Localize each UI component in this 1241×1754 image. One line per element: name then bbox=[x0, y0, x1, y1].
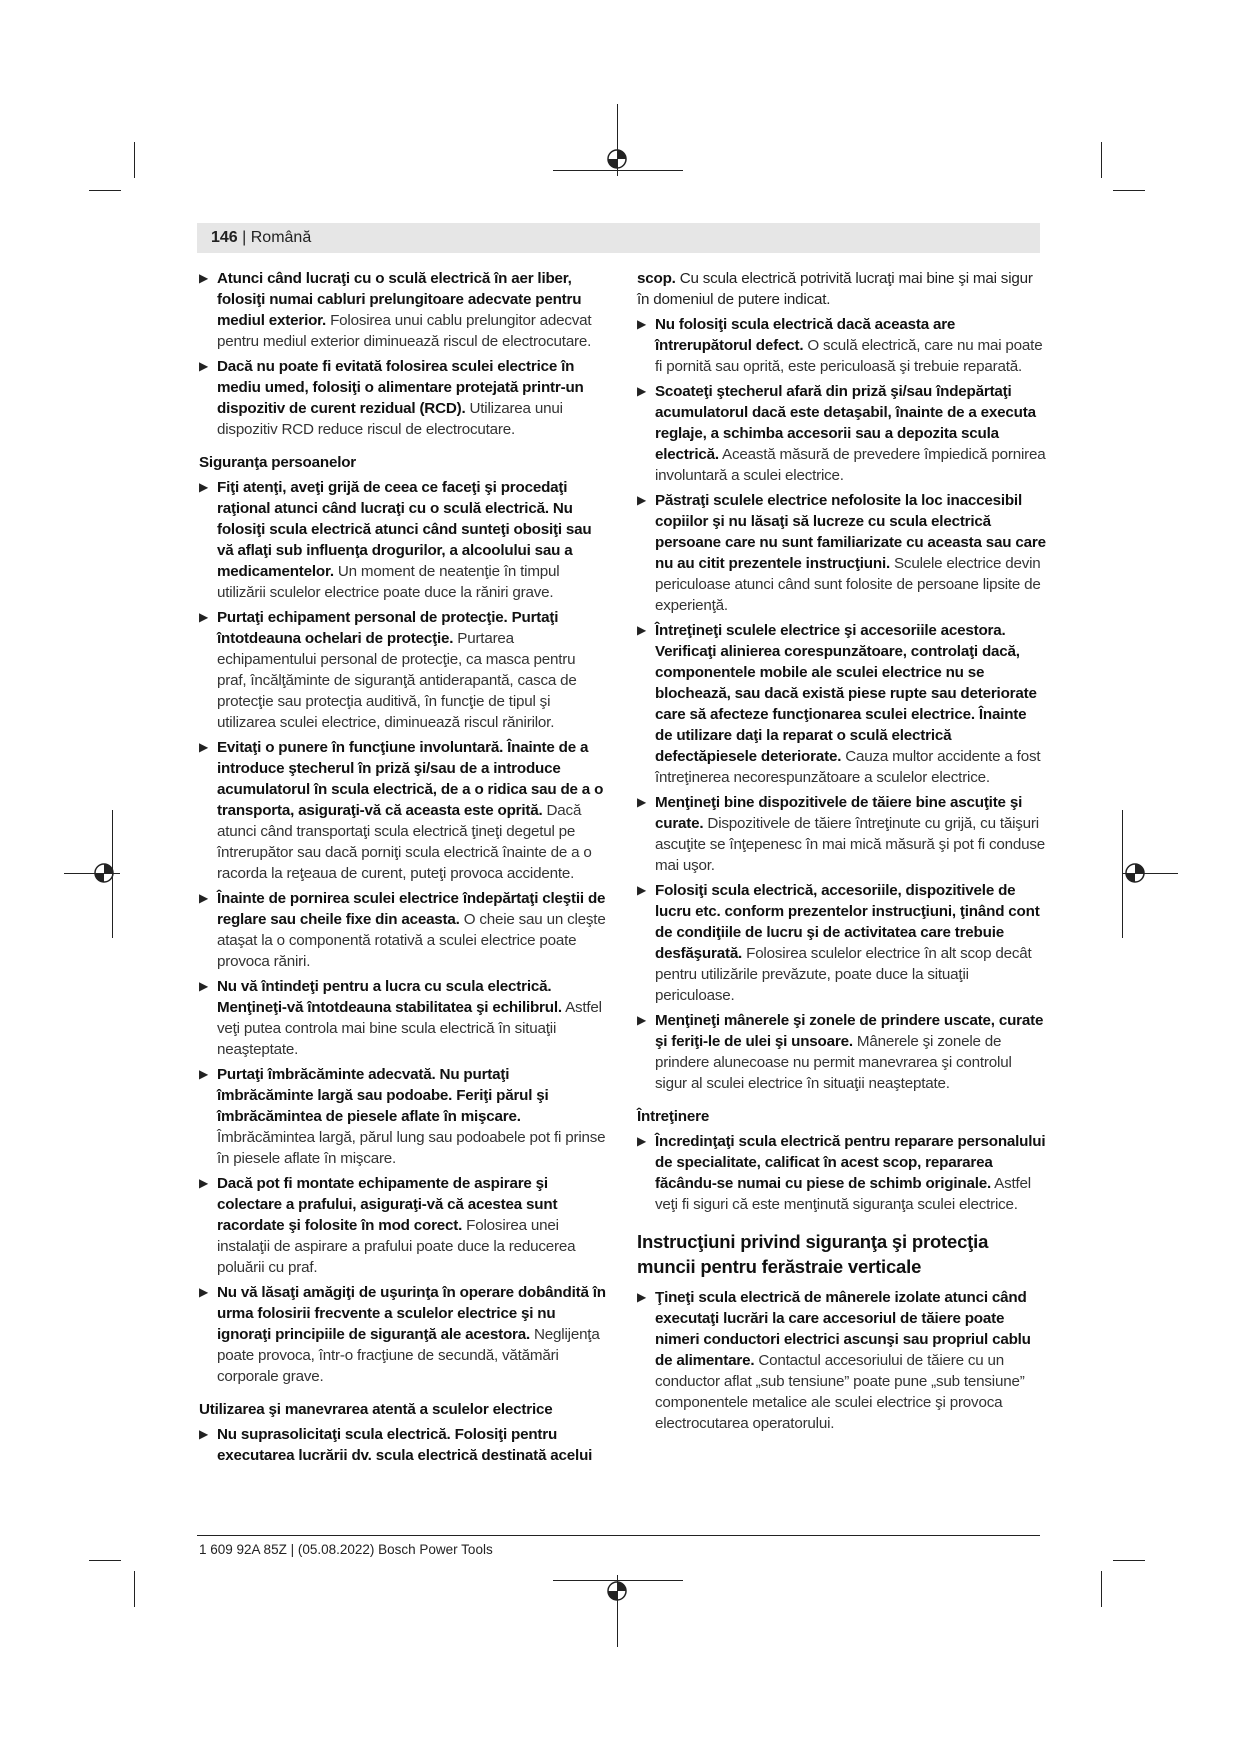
bullet-bold-text: Ţineţi scula electrică de mânerele izolate atunci când executaţi lucrări la care accesoriul de tăiere poate nimeri conductori electrici ascunşi sau propriul cablu de alimentare. bbox=[655, 1289, 1031, 1369]
bullet-bold-text: Înainte de pornirea sculei electrice îndepărtaţi cleştii de reglare sau cheile fixe din aceasta. bbox=[217, 890, 606, 928]
registration-target-icon bbox=[605, 147, 629, 171]
left-column bbox=[199, 268, 607, 1470]
bullet-bold-text: Întreţineţi sculele electrice şi accesoriile acestora. Verificaţi alinierea corespunzătoare, controlaţi dacă, componentele mobile ale sculei electrice nu se blochează, sau dacă există piese rupte sau deteriorate care să afecteze funcţionarea sculei electrice. Înainte de utilizare daţi la reparat o sculă electrică defectăpiesele deteriorate. bbox=[655, 622, 1037, 765]
bullet-body-text: O cheie sau un cleşte ataşat la o componentă rotativă a sculei electrice poate provoca răniri. bbox=[217, 911, 606, 970]
bullet-arrow-icon: ▶ bbox=[199, 1285, 209, 1299]
left-items-use bbox=[199, 1424, 607, 1466]
bullet-bold-text: Atunci când lucraţi cu o sculă electrică în aer liber, folosiţi numai cabluri prelungitoare adecvate pentru mediul exterior. bbox=[217, 270, 582, 329]
bullet-bold-text: Dacă nu poate fi evitată folosirea sculei electrice în mediu umed, folosiţi o alimentare protejată printr-un dispozitiv de curent rezidual (RCD). bbox=[217, 358, 584, 417]
bullet-body-text: Sculele electrice devin periculoase atunci când sunt folosite de persoane lipsite de experienţă. bbox=[655, 555, 1041, 614]
page-number: 146 bbox=[211, 229, 238, 246]
footer-rule bbox=[197, 1535, 1040, 1536]
left-items-personal bbox=[199, 477, 607, 1387]
right-items-maintenance bbox=[637, 1131, 1047, 1215]
bullet-item bbox=[199, 1173, 607, 1278]
bullet-arrow-icon: ▶ bbox=[637, 493, 647, 507]
bullet-bold-text: Scoateţi ştecherul afară din priză şi/sau îndepărtaţi acumulatorul dacă este detaşabil, înainte de a executa reglaje, a schimba accesorii sau a depozita scula electrică. bbox=[655, 383, 1036, 463]
bullet-item bbox=[199, 1064, 607, 1169]
bullet-body-text: O sculă electrică, care nu mai poate fi pornită sau oprită, este periculoasă şi trebuie reparată. bbox=[655, 337, 1043, 375]
left-items-before bbox=[199, 268, 607, 440]
bullet-bold-text: Nu suprasolicitaţi scula electrică. Folosiţi pentru executarea lucrării dv. scula electrică destinată acelui bbox=[217, 1426, 593, 1464]
crop-mark bbox=[134, 1571, 135, 1607]
continued-text: Cu scula electrică potrivită lucraţi mai bine şi mai sigur în domeniul de putere indicat. bbox=[637, 270, 1033, 308]
bullet-item bbox=[637, 1287, 1047, 1434]
continued-paragraph bbox=[637, 268, 1047, 310]
bullet-body-text: Neglijenţa poate provoca, într-o fracţiune de secundă, vătămări corporale grave. bbox=[217, 1326, 600, 1385]
bullet-item bbox=[637, 490, 1047, 616]
bullet-bold-text: Menţineţi bine dispozitivele de tăiere bine ascuţite şi curate. bbox=[655, 794, 1023, 832]
bullet-bold-text: Fiţi atenţi, aveţi grijă de ceea ce faceţi şi procedaţi raţional atunci când lucraţi cu o sculă electrică. Nu folosiţi scula electrică atunci când sunteţi obosiţi sau vă aflaţi sub influenţa drogurilor, a alcoolului sau a medicamentelor. bbox=[217, 479, 592, 580]
registration-target-icon bbox=[92, 861, 116, 885]
heading-maintenance: Întreţinere bbox=[637, 1108, 710, 1125]
right-items bbox=[637, 314, 1047, 1094]
bullet-arrow-icon: ▶ bbox=[199, 1067, 209, 1081]
bullet-item bbox=[199, 888, 607, 972]
continued-bold: scop. bbox=[637, 270, 676, 287]
bullet-item bbox=[199, 477, 607, 603]
bullet-item bbox=[199, 1424, 607, 1466]
crop-mark bbox=[1113, 190, 1145, 191]
section-title-jigsaw: Instrucţiuni privind siguranţa şi protecţia muncii pentru ferăstraie verticale bbox=[637, 1231, 989, 1277]
bullet-bold-text: Folosiţi scula electrică, accesoriile, dispozitivele de lucru etc. conform prezentelor instrucţiuni, ţinând cont de condiţiile de lucru şi de activitatea care trebuie desfăşurată. bbox=[655, 882, 1040, 962]
bullet-arrow-icon: ▶ bbox=[637, 883, 647, 897]
heading-personal-safety: Siguranţa persoanelor bbox=[199, 454, 356, 471]
bullet-body-text: Mânerele şi zonele de prindere alunecoase nu permit manevrarea şi controlul sigur al sculei electrice în situaţii neaşteptate. bbox=[655, 1033, 1012, 1092]
bullet-arrow-icon: ▶ bbox=[637, 1134, 647, 1148]
bullet-item bbox=[637, 620, 1047, 788]
bullet-item bbox=[199, 268, 607, 352]
bullet-arrow-icon: ▶ bbox=[199, 891, 209, 905]
bullet-arrow-icon: ▶ bbox=[199, 1176, 209, 1190]
bullet-body-text: Folosirea unui cablu prelungitor adecvat pentru mediul exterior diminuează riscul de electrocutare. bbox=[217, 312, 592, 350]
bullet-arrow-icon: ▶ bbox=[637, 317, 647, 331]
bullet-body-text: Cauza multor accidente a fost întreţinerea necorespunzătoare a sculelor electrice. bbox=[655, 748, 1041, 786]
bullet-item bbox=[637, 1131, 1047, 1215]
bullet-bold-text: Păstraţi sculele electrice nefolosite la loc inaccesibil copiilor şi nu lăsaţi să lucreze cu scula electrică persoane care nu sunt familiarizate cu aceasta sau care nu au citit prezentele instrucţiuni. bbox=[655, 492, 1046, 572]
bullet-body-text: Dacă atunci când transportaţi scula electrică ţineţi degetul pe întrerupător sau dacă porniţi scula electrică înainte de a o racorda la reţeaua de curent, puteţi provoca accidente. bbox=[217, 802, 592, 882]
bullet-arrow-icon: ▶ bbox=[199, 979, 209, 993]
bullet-body-text: Astfel veţi putea controla mai bine scula electrică în situaţii neaşteptate. bbox=[217, 999, 602, 1058]
bullet-body-text: Utilizarea unui dispozitiv RCD reduce riscul de electrocutare. bbox=[217, 400, 563, 438]
header-bar bbox=[197, 223, 1040, 253]
right-column bbox=[637, 268, 1047, 1438]
bullet-item bbox=[637, 792, 1047, 876]
bullet-arrow-icon: ▶ bbox=[637, 1013, 647, 1027]
heading-tool-use: Utilizarea şi manevrarea atentă a sculelor electrice bbox=[199, 1401, 553, 1418]
bullet-bold-text: Nu vă întindeţi pentru a lucra cu scula electrică. Menţineţi-vă întotdeauna stabilitatea şi echilibrul. bbox=[217, 978, 562, 1016]
crop-mark bbox=[134, 142, 135, 178]
bullet-body-text: Folosirea unei instalaţii de aspirare a prafului poate duce la reducerea poluării cu praf. bbox=[217, 1217, 576, 1276]
bullet-body-text: Purtarea echipamentului personal de protecţie, ca masca pentru praf, încălţăminte de siguranţă antiderapantă, casca de protecţie sau protecţia auditivă, în funcţie de tipul şi utilizarea sculei electrice, diminuează riscul rănirilor. bbox=[217, 630, 577, 731]
bullet-item bbox=[637, 880, 1047, 1006]
bullet-item bbox=[199, 737, 607, 884]
bullet-bold-text: Încredinţaţi scula electrică pentru reparare personalului de specialitate, calificat în acest scop, repararea făcându-se numai cu piese de schimb originale. bbox=[655, 1133, 1046, 1192]
bullet-item bbox=[637, 1010, 1047, 1094]
right-items-jigsaw bbox=[637, 1287, 1047, 1434]
bullet-bold-text: Evitaţi o punere în funcţiune involuntară. Înainte de a introduce ştecherul în priză şi/sau de a introduce acumulatorul în scula electrică, de a o ridica sau de a o transporta, asiguraţi-vă că aceasta este oprită. bbox=[217, 739, 604, 819]
bullet-body-text: Îmbrăcămintea largă, părul lung sau podoabele pot fi prinse în piesele aflate în mişcare. bbox=[217, 1129, 606, 1167]
header-language: Română bbox=[250, 229, 312, 246]
footer-text: 1 609 92A 85Z | (05.08.2022) Bosch Power Tools bbox=[199, 1542, 493, 1557]
crop-mark bbox=[1101, 142, 1102, 178]
page-header bbox=[211, 228, 311, 248]
bullet-body-text: Folosirea sculelor electrice în alt scop decât pentru utilizările prevăzute, poate duce la situaţii periculoase. bbox=[655, 945, 1032, 1004]
bullet-item bbox=[637, 314, 1047, 377]
bullet-bold-text: Purtaţi echipament personal de protecţie. Purtaţi întotdeauna ochelari de protecţie. bbox=[217, 609, 559, 647]
bullet-arrow-icon: ▶ bbox=[199, 610, 209, 624]
registration-target-icon bbox=[605, 1579, 629, 1603]
bullet-bold-text: Dacă pot fi montate echipamente de aspirare şi colectare a prafului, asiguraţi-vă că acestea sunt racordate şi folosite în mod corect. bbox=[217, 1175, 558, 1234]
bullet-item bbox=[637, 381, 1047, 486]
crop-mark bbox=[89, 190, 121, 191]
bullet-body-text: Astfel veţi fi siguri că este menţinută siguranţa sculei electrice. bbox=[655, 1175, 1031, 1213]
bullet-arrow-icon: ▶ bbox=[199, 1427, 209, 1441]
header-separator: | bbox=[237, 229, 251, 246]
bullet-item bbox=[199, 607, 607, 733]
bullet-bold-text: Nu vă lăsaţi amăgiţi de uşurinţa în operare dobândită în urma folosirii frecvente a sculelor electrice şi nu ignoraţi principiile de siguranţă ale acestora. bbox=[217, 1284, 606, 1343]
bullet-arrow-icon: ▶ bbox=[637, 795, 647, 809]
bullet-arrow-icon: ▶ bbox=[637, 623, 647, 637]
bullet-body-text: Dispozitivele de tăiere întreţinute cu grijă, cu tăişuri ascuţite se înţepenesc în mai mică măsură şi pot fi conduse mai uşor. bbox=[655, 815, 1046, 874]
crop-mark bbox=[1113, 1560, 1145, 1561]
bullet-body-text: Contactul accesoriului de tăiere cu un conductor aflat „sub tensiune” poate pune „sub tensiune” componentele metalice ale sculei electrice şi provoca electrocutarea operatorului. bbox=[655, 1352, 1025, 1432]
bullet-body-text: Un moment de neatenţie în timpul utilizării sculelor electrice poate duce la răniri grave. bbox=[217, 563, 560, 601]
crop-mark bbox=[89, 1560, 121, 1561]
bullet-item bbox=[199, 1282, 607, 1387]
bullet-item bbox=[199, 356, 607, 440]
bullet-bold-text: Menţineţi mânerele şi zonele de prindere uscate, curate şi feriţi-le de ulei şi unsoare. bbox=[655, 1012, 1044, 1050]
bullet-arrow-icon: ▶ bbox=[199, 271, 209, 285]
crop-mark bbox=[1101, 1571, 1102, 1607]
bullet-bold-text: Nu folosiţi scula electrică dacă aceasta are întrerupătorul defect. bbox=[655, 316, 956, 354]
bullet-arrow-icon: ▶ bbox=[637, 1290, 647, 1304]
bullet-bold-text: Purtaţi îmbrăcăminte adecvată. Nu purtaţi îmbrăcăminte largă sau podoabe. Feriţi părul şi îmbrăcămintea de piesele aflate în mişcare. bbox=[217, 1066, 549, 1125]
bullet-item bbox=[199, 976, 607, 1060]
bullet-arrow-icon: ▶ bbox=[199, 740, 209, 754]
bullet-arrow-icon: ▶ bbox=[199, 359, 209, 373]
bullet-body-text: Această măsură de prevedere împiedică pornirea involuntară a sculei electrice. bbox=[655, 446, 1046, 484]
bullet-arrow-icon: ▶ bbox=[199, 480, 209, 494]
registration-target-icon bbox=[1123, 861, 1147, 885]
bullet-arrow-icon: ▶ bbox=[637, 384, 647, 398]
